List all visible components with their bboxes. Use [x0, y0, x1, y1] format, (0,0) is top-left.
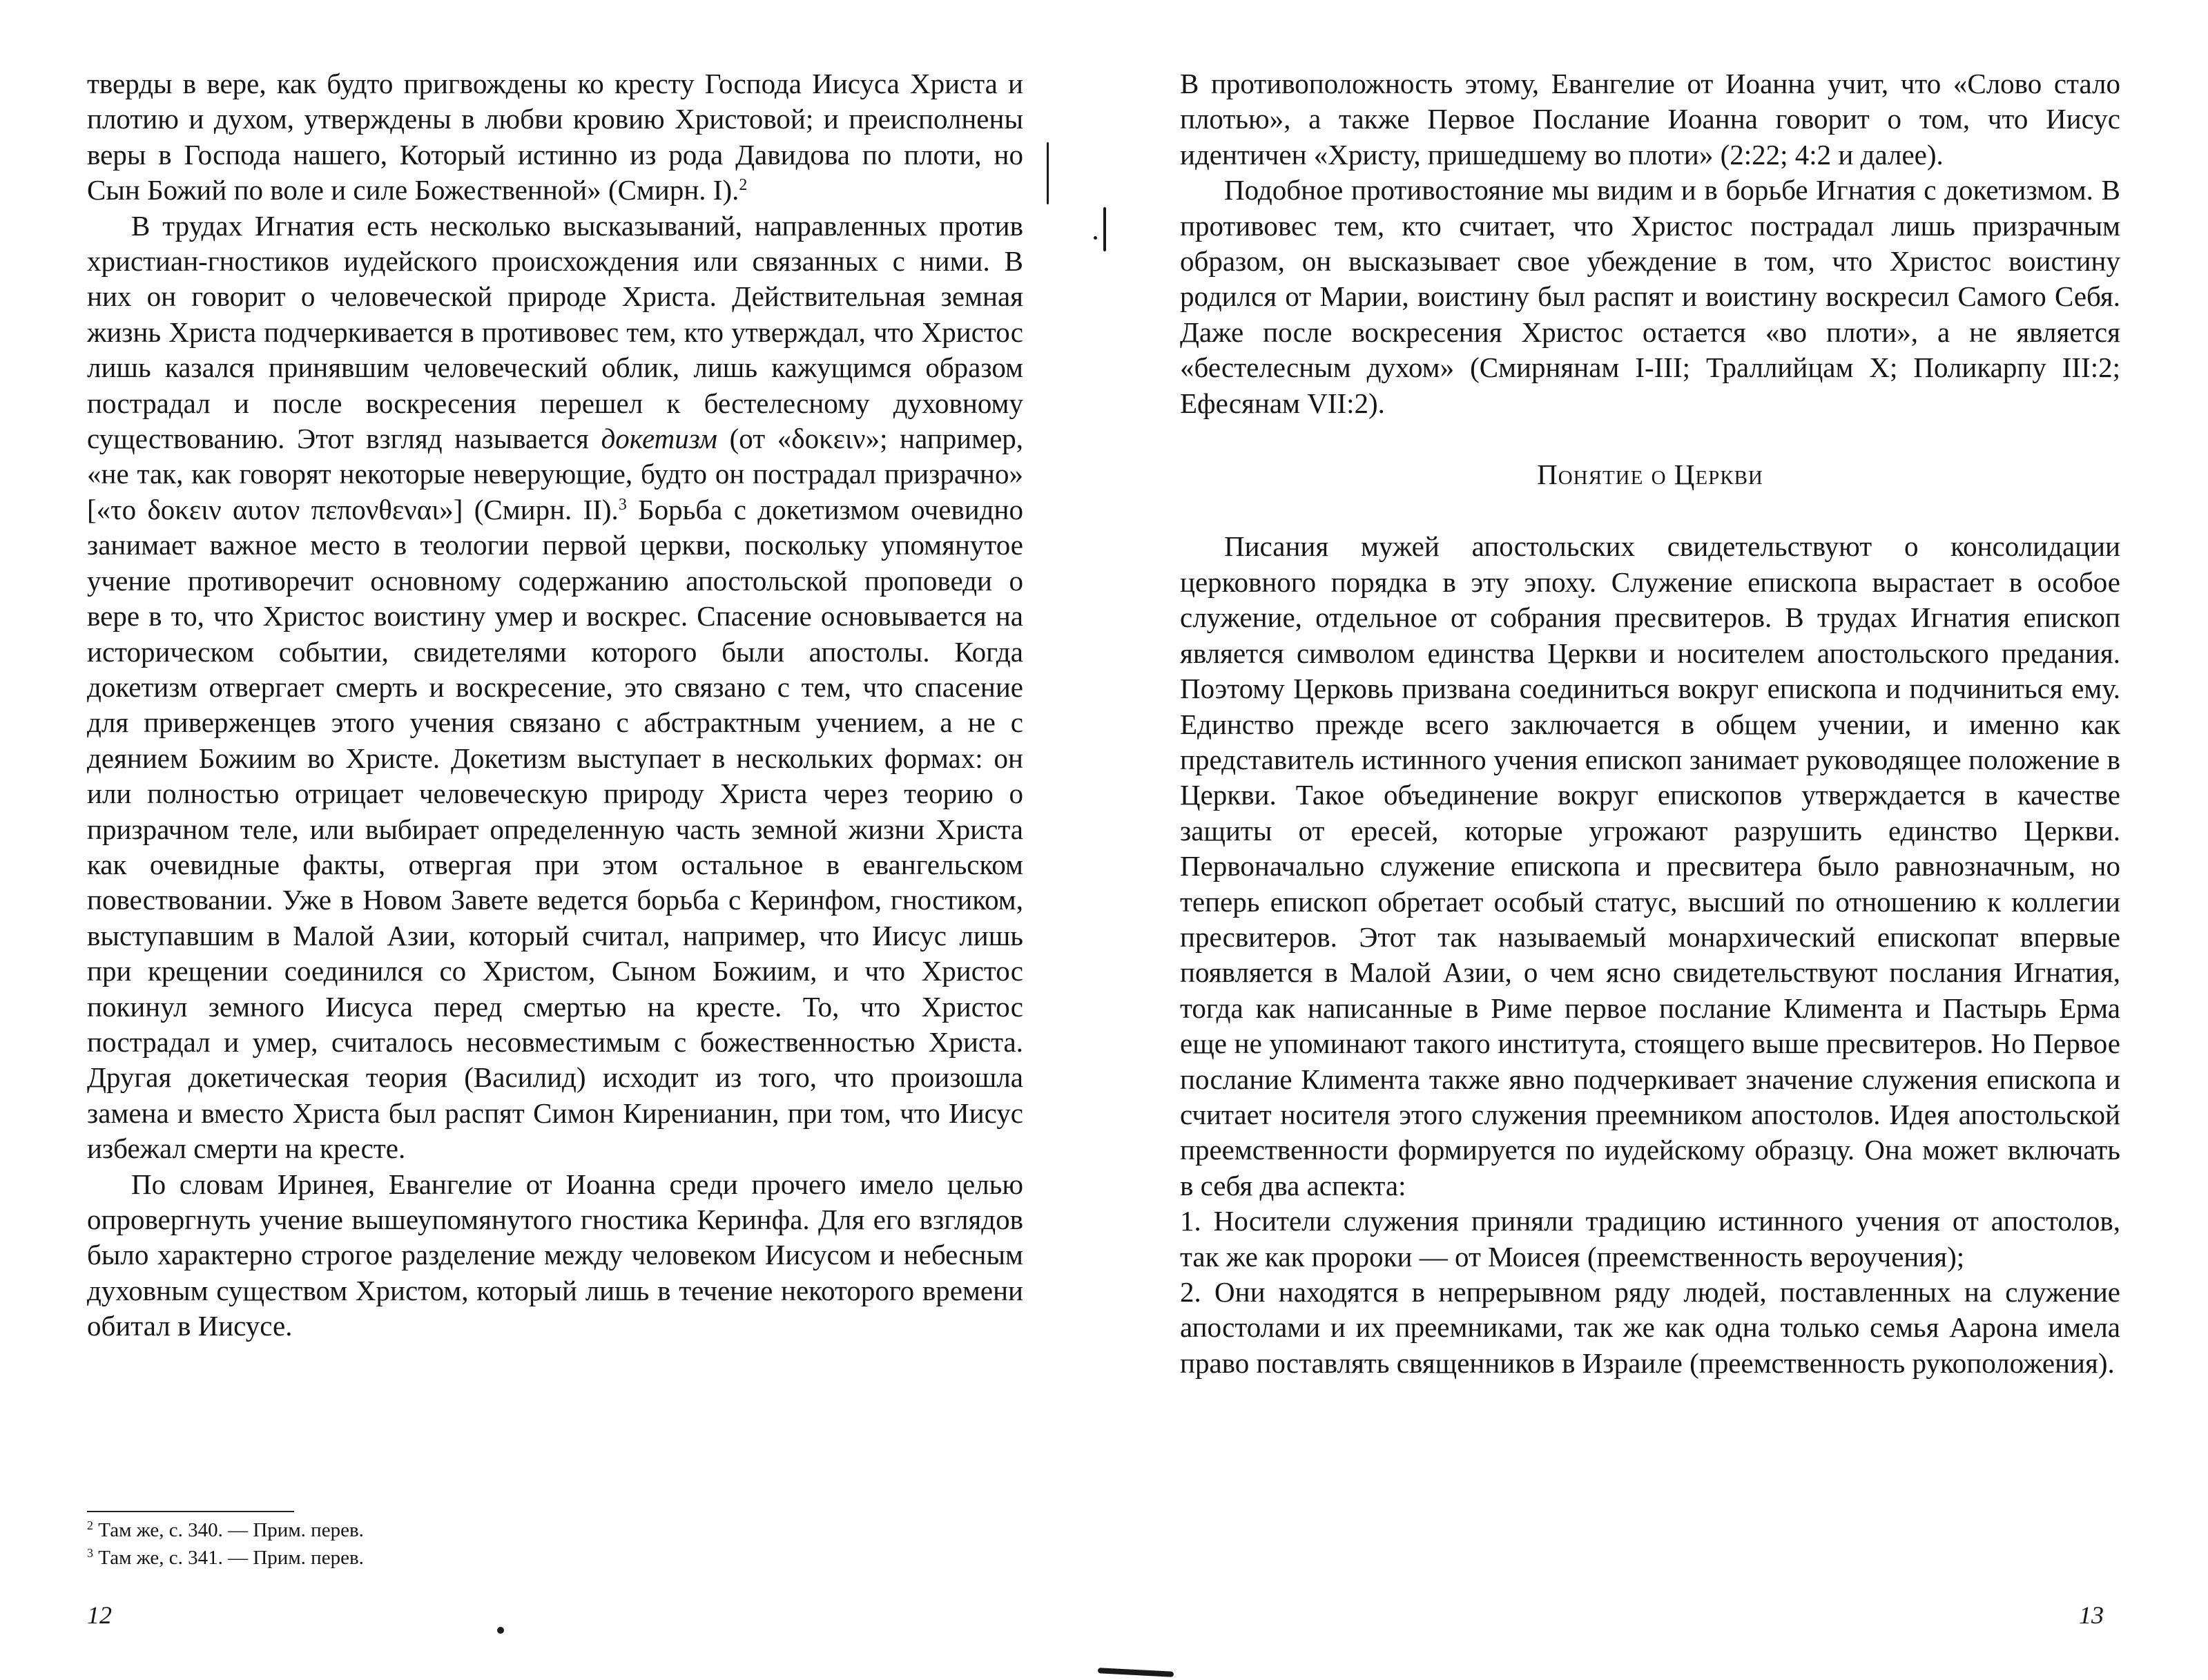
paragraph: Подобное противостояние мы видим и в борьбе Игнатия с докетизмом. В противовес тем, кто считает, что Христос пострадал лишь призрачным образом, он высказывает свое убеждение в том, что Христос воистину родился от Марии, воистину был распят и воистину воскресил Самого Себя. Даже после воскресения Христос остается «во плоти», а не является «бестелесным духом» (Смирнянам I-III; Траллийцам X; Поликарпу III:2; Ефесянам VII:2).	[1180, 174, 2120, 419]
gutter-scratch-mark	[1103, 207, 1106, 251]
footnote-ref: 3	[618, 495, 627, 514]
right-text-column	[1180, 66, 2120, 1381]
footnote: $^2$ Там же, с. 340. — Прим. перев.	[87, 1518, 364, 1541]
list-item: 1. Носители служения приняли традицию истинного учения от апостолов, так же как пророки — от Моисея (преемственность вероучения);	[1180, 1205, 2120, 1273]
footnote-ref: 2	[739, 176, 748, 195]
page-number-left: 12	[87, 1601, 112, 1629]
paragraph: Писания мужей апостольских свидетельствуют о консолидации церковного порядка в эту эпоху. Служение епископа вырастает в особое служение, отдельное от собрания пресвитеров. В трудах Игнатия епископ является символом единства Церкви и носителем апостольского предания. Поэтому Церковь призвана соединиться вокруг епископа и подчиниться ему. Единство прежде всего заключается в общем учении, и именно как представитель истинного учения епископ занимает руководящее положение в Церкви. Такое объединение вокруг епископов утверждается в качестве защиты от ересей, которые угрожают разрушить единство Церкви. Первоначально служение епископа и пресвитера было равнозначным, но теперь епископ обретает особый статус, высший по отношению к коллегии пресвитеров. Этот так называемый монархический епископат впервые появляется в Малой Азии, о чем ясно свидетельствуют послания Игнатия, тогда как написанные в Риме первое послание Климента и Пастырь Ерма еще не упоминают такого института, стоящего выше пресвитеров. Но Первое послание Климента также явно подчеркивает значение служения епископа и считает носителя этого служения преемником апостолов. Идея апостольской преемственности формируется по иудейскому образцу. Она может включать в себя два аспекта:	[1180, 530, 2120, 1201]
footnote: $^3$ Там же, с. 341. — Прим. перев.	[87, 1546, 364, 1569]
list-item: 2. Они находятся в непрерывном ряду людей, поставленных на служение апостолами и их преемниками, так же как одна только семья Аарона имела право поставлять священников в Израиле (преемственность рукоположения).	[1180, 1276, 2120, 1379]
term-docetism: докетизм	[601, 423, 717, 455]
page-number-right: 13	[2079, 1601, 2104, 1629]
footnote-rule	[87, 1511, 294, 1512]
gutter-dot-mark	[1094, 236, 1097, 240]
scan-dot-mark	[497, 1627, 504, 1634]
paragraph: В противоположность этому, Евангелие от Иоанна учит, что «Слово стало плотью», а также Первое Послание Иоанна говорит о том, что Иисус идентичен «Христу, пришедшему во плоти» (2:22; 4:2 и далее).	[1180, 68, 2120, 171]
paragraph: тверды в вере, как будто пригвождены ко кресту Господа Иисуса Христа и плотию и духом, утверждены в любви кровию Христовой; и преисполнены веры в Господа нашего, Который истинно из рода Давидова по плоти, но Сын Божий по воле и силе Божественной» (Смирн. I).$^2$	[87, 68, 1023, 206]
right-page	[1104, 0, 2208, 1680]
footnotes	[87, 1511, 584, 1572]
paragraph: В трудах Игнатия есть несколько высказываний, направленных против христиан-гностиков иудейского происхождения или связанных с ними. В них он говорит о человеческой природе Христа. Действительная земная жизнь Христа подчеркивается в противовес тем, кто утверждал, что Христос лишь казался принявшим человеческий облик, лишь кажущимся образом пострадал и после воскресения перешел к бестелесному духовному существованию. Этот взгляд называется докетизм (от «δοκειν»; например, «не так, как говорят некоторые неверующие, будто он пострадал призрачно» [«το δοκειν αυτον πεπονθεναι»] (Смирн. II).$^3$ Борьба с докетизмом очевидно занимает важное место в теологии первой церкви, поскольку упомянутое учение противоречит основному содержанию апостольской проповеди о вере в то, что Христос воистину умер и воскрес. Спасение основывается на историческом событии, свидетелями которого были апостолы. Когда докетизм отвергает смерть и воскресение, это связано с тем, что спасение для приверженцев этого учения связано с абстрактным учением, а не с деянием Божиим во Христе. Докетизм выступает в нескольких формах: он или полностью отрицает человеческую природу Христа через теорию о призрачном теле, или выбирает определенную часть земной жизни Христа как очевидные факты, отвергая при этом остальное в евангельском повествовании. Уже в Новом Завете ведется борьба с Керинфом, гностиком, выступавшим в Малой Азии, который считал, например, что Иисус лишь при крещении соединился со Христом, Сыном Божиим, и что Христос покинул земного Иисуса перед смертью на кресте. То, что Христос пострадал и умер, считалось несовместимым с божественностью Христа. Другая докетическая теория (Василид) исходит из того, что произошла замена и вместо Христа был распят Симон Киренианин, при том, что Иисус избежал смерти на кресте.	[87, 209, 1024, 1165]
paragraph: По словам Иринея, Евангелие от Иоанна среди прочего имело целью опровергнуть учение вышеупомянутого гностика Керинфа. Для его взглядов было характерно строгое разделение между человеком Иисусом и небесным духовным существом Христом, который лишь в течение некоторого времени обитал в Иисусе.	[87, 1168, 1023, 1342]
left-text-column	[87, 66, 1023, 1344]
gutter-bracket-mark	[1047, 142, 1049, 204]
section-heading: Понятие о Церкви	[1537, 458, 1763, 491]
